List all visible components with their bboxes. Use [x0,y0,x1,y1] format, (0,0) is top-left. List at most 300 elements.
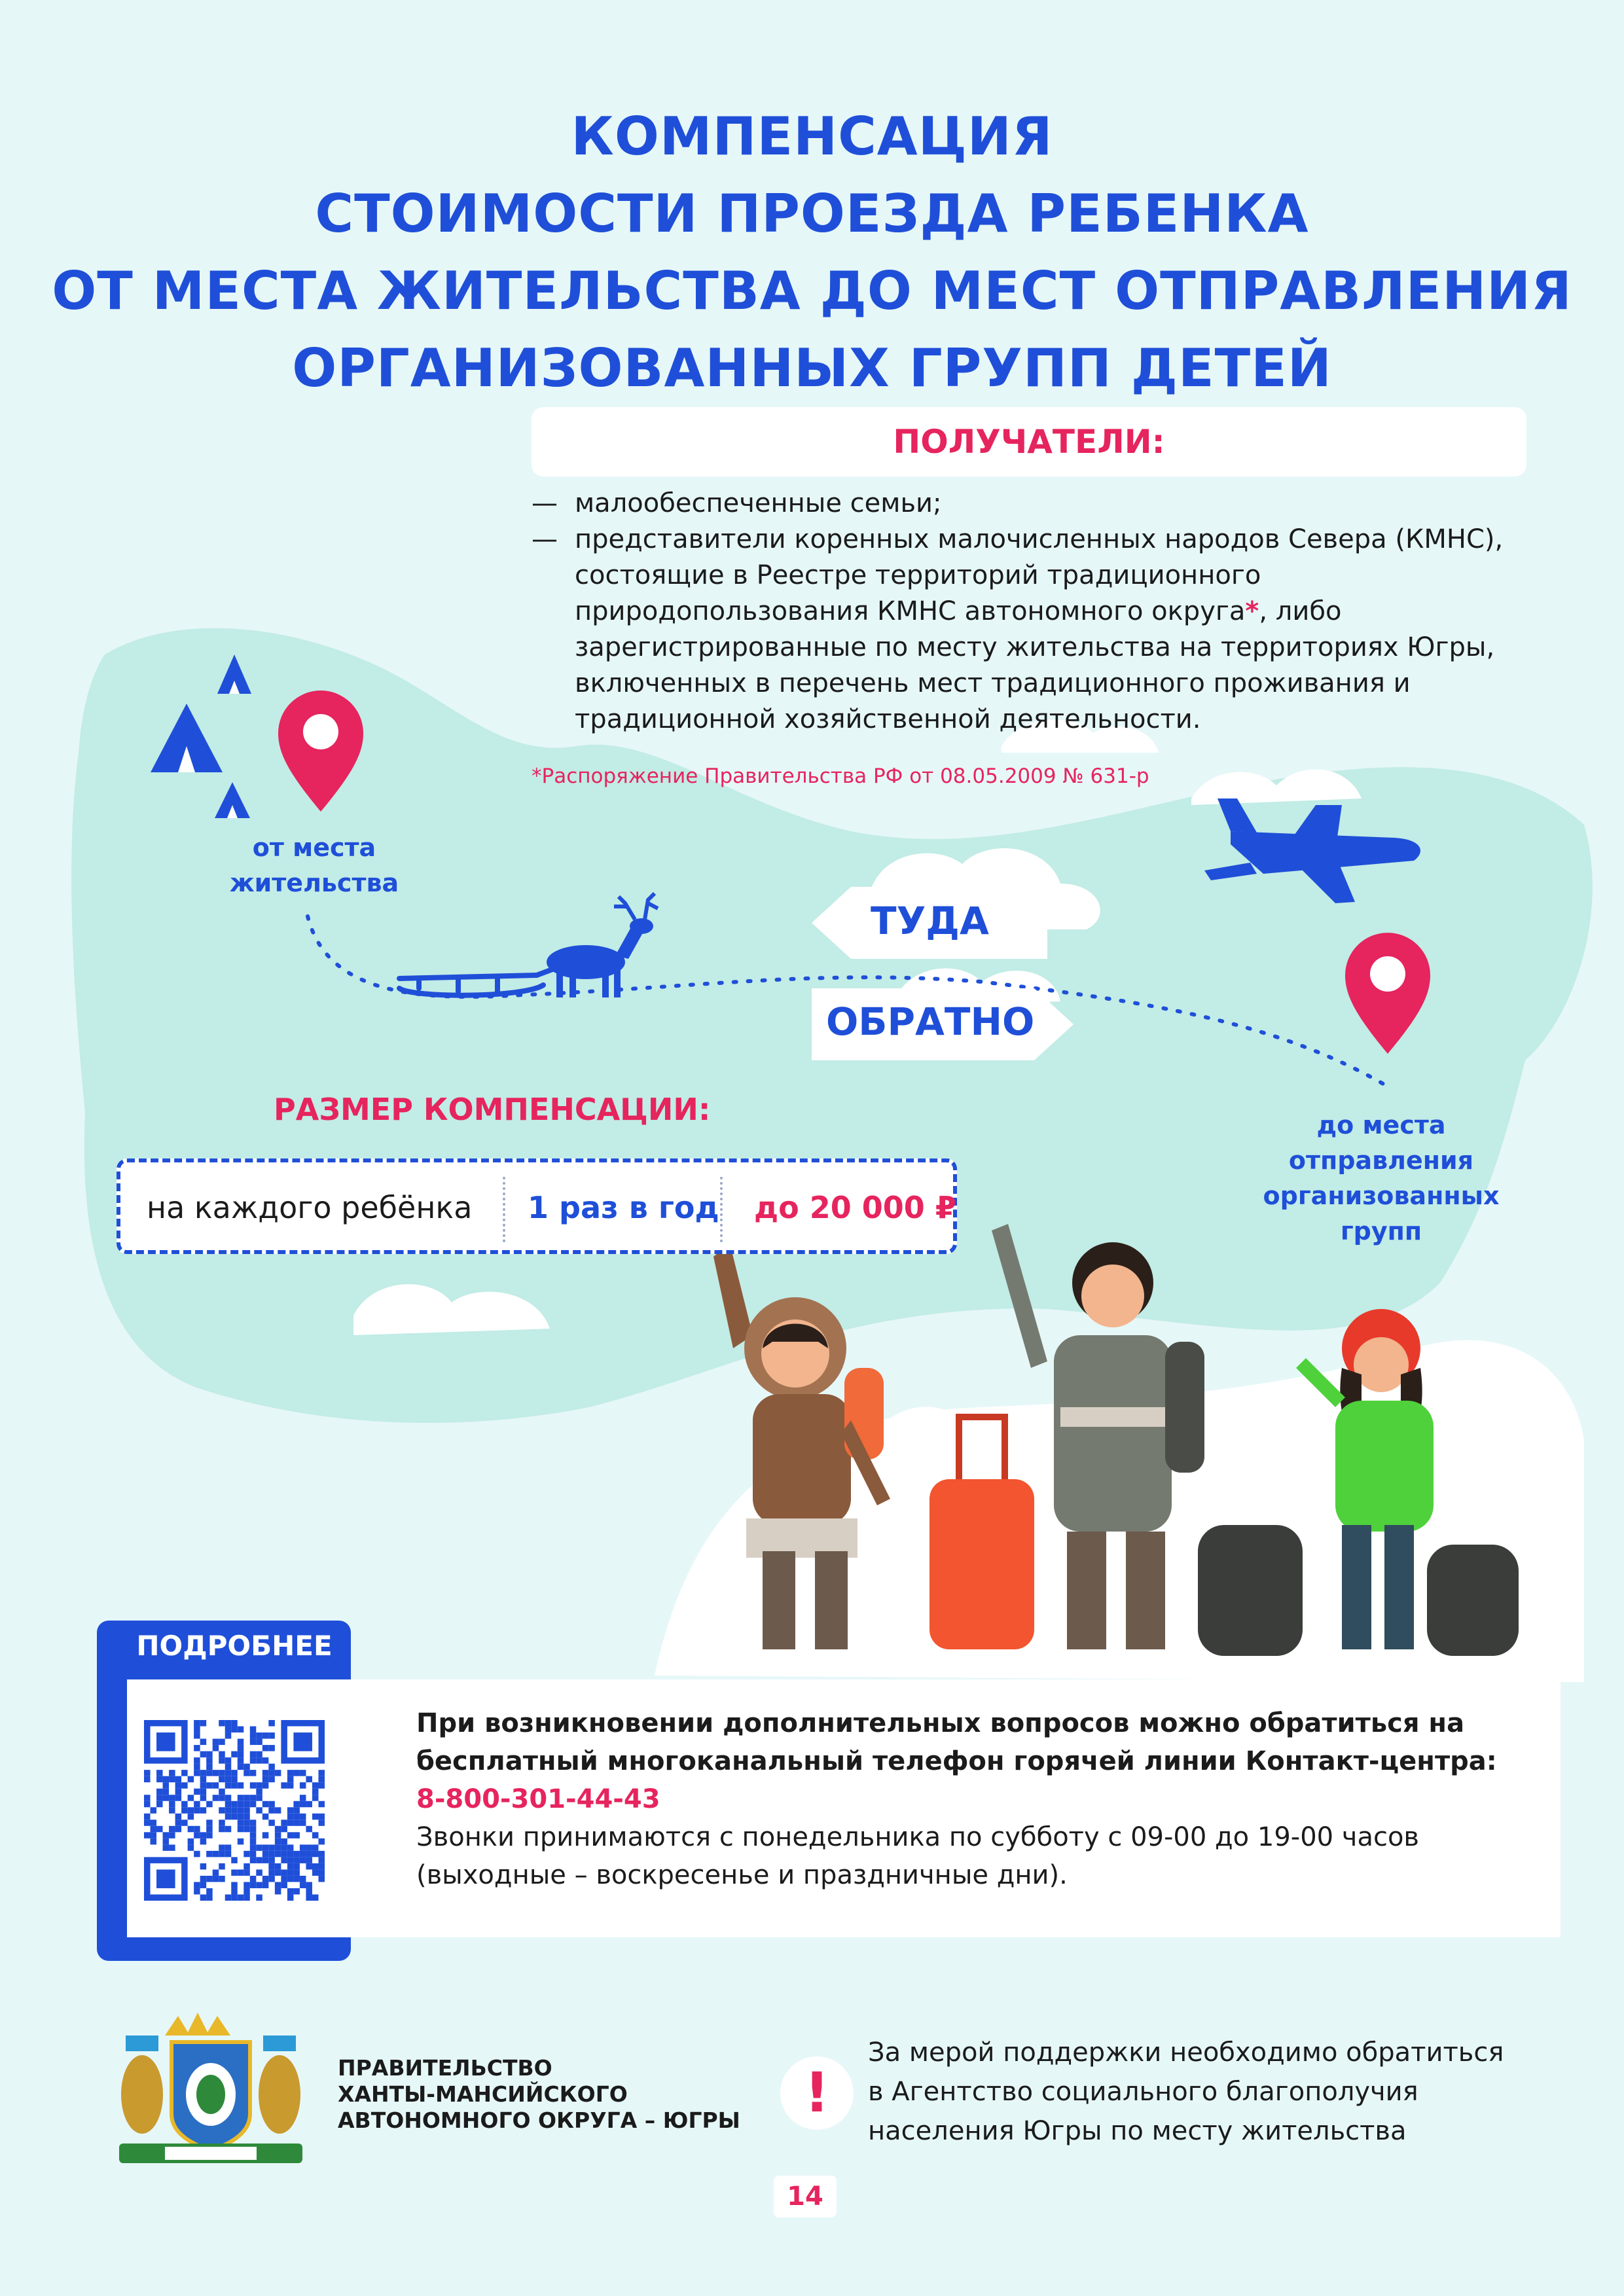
qr-module [213,1851,219,1857]
qr-module [318,1869,325,1876]
qr-module [219,1739,225,1746]
qr-module [287,1807,294,1814]
qr-module [244,1882,250,1888]
qr-module [206,1770,213,1776]
qr-module [293,1851,300,1857]
contact-line: бесплатный многоканальный телефон горячей линии Контакт-центра: [416,1746,1497,1776]
qr-module [262,1801,269,1808]
qr-module [275,1826,281,1833]
qr-module [250,1795,257,1801]
qr-module [175,1789,182,1795]
qr-module [194,1826,200,1833]
qr-module [287,1851,294,1857]
support-notice [868,2033,1504,2151]
to-label-line: до места [1316,1111,1446,1139]
qr-module [225,1770,232,1776]
qr-module [200,1720,207,1727]
qr-module [175,1782,182,1789]
qr-module [238,1826,244,1833]
qr-module [175,1776,182,1783]
qr-module [206,1782,213,1789]
government-name-line: АВТОНОМНОГО ОКРУГА – ЮГРЫ [338,2108,740,2133]
list-item-text [575,522,1553,738]
qr-module [281,1869,287,1876]
qr-module [306,1826,312,1833]
qr-module [163,1789,170,1795]
qr-module [281,1844,287,1851]
qr-module [244,1869,250,1876]
qr-module [219,1757,225,1764]
qr-module [213,1795,219,1801]
qr-module [238,1757,244,1764]
qr-module [287,1876,294,1882]
qr-module [225,1807,232,1814]
qr-module [281,1857,287,1863]
footnote-marker: * [1245,596,1259,626]
qr-module [231,1882,238,1888]
qr-module [169,1795,175,1801]
compensation-per: на каждого ребёнка [147,1190,473,1225]
qr-module [244,1826,250,1833]
qr-module [231,1869,238,1876]
qr-module [219,1776,225,1783]
qr-module [262,1745,269,1751]
compensation-box [117,1158,957,1254]
coat-of-arms-logo [113,2009,309,2173]
qr-module [300,1857,306,1863]
warning-mark: ! [804,2060,830,2125]
qr-module [281,1826,287,1833]
divider [720,1177,723,1242]
qr-module [219,1770,225,1776]
qr-module [144,1795,151,1801]
list-item-text-part: , либо зарегистрированные по месту жительства на территориях Югры, включенных в перечень мест традиционного проживания и традиционной хозяйственной деятельности. [575,596,1495,734]
qr-module [231,1770,238,1776]
qr-module [231,1776,238,1783]
government-name-line: ХАНТЫ-МАНСИЙСКОГО [338,2081,628,2107]
qr-module [238,1727,244,1733]
qr-module [169,1770,175,1776]
qr-module [256,1757,262,1764]
title-line: КОМПЕНСАЦИЯ [571,106,1053,167]
qr-module [200,1782,207,1789]
from-label-line: от места [252,833,376,862]
qr-module [312,1894,319,1901]
qr-module [256,1807,262,1814]
qr-module [306,1851,312,1857]
from-label-line: жительства [229,869,399,897]
compensation-amount: до 20 000 ₽ [754,1190,956,1225]
qr-module [250,1851,257,1857]
title-line: СТОИМОСТИ ПРОЕЗДА РЕБЕНКА [315,183,1309,244]
qr-module [300,1795,306,1801]
qr-module [281,1820,287,1826]
qr-module [169,1844,175,1851]
qr-module [275,1863,281,1870]
qr-code[interactable] [144,1720,325,1901]
qr-module [256,1739,262,1746]
qr-module [312,1795,319,1801]
qr-module [206,1894,213,1901]
qr-module [250,1832,257,1839]
qr-module [206,1751,213,1758]
qr-module [275,1851,281,1857]
qr-module [293,1876,300,1882]
qr-module [250,1782,257,1789]
support-line: в Агентство социального благополучия [868,2077,1418,2107]
qr-module [293,1801,300,1808]
qr-module [206,1851,213,1857]
qr-module [262,1857,269,1863]
hotline-phone[interactable]: 8-800-301-44-43 [416,1784,660,1814]
qr-module [231,1782,238,1789]
qr-module [244,1820,250,1826]
qr-module [244,1851,250,1857]
qr-module [250,1727,257,1733]
qr-module [225,1732,232,1739]
qr-module [231,1751,238,1758]
qr-module [250,1801,257,1808]
qr-module [250,1844,257,1851]
qr-module [156,1869,175,1888]
qr-module [306,1801,312,1808]
page-number: 14 [774,2176,837,2217]
qr-module [144,1820,151,1826]
qr-module [262,1732,269,1739]
qr-module [256,1869,262,1876]
qr-module [268,1720,275,1727]
qr-module [188,1826,194,1833]
qr-module [219,1720,225,1727]
qr-module [144,1832,151,1839]
qr-module [312,1844,319,1851]
qr-module [200,1832,207,1839]
to-label-line: организованных [1263,1181,1500,1210]
qr-module [268,1863,275,1870]
qr-module [306,1844,312,1851]
qr-module [250,1820,257,1826]
qr-module [213,1876,219,1882]
qr-module [293,1869,300,1876]
qr-module [268,1851,275,1857]
qr-module [275,1770,281,1776]
qr-module [156,1732,175,1751]
qr-module [262,1776,269,1783]
qr-module [312,1782,319,1789]
qr-module [219,1876,225,1882]
qr-module [156,1770,163,1776]
qr-module [287,1770,294,1776]
qr-module [262,1876,269,1882]
qr-module [144,1776,151,1783]
qr-module [206,1832,213,1839]
qr-module [231,1814,238,1820]
qr-module [156,1826,163,1833]
qr-module [225,1844,232,1851]
contact-line: При возникновении дополнительных вопросов можно обратиться на [416,1708,1465,1738]
qr-module [287,1844,294,1851]
qr-module [244,1795,250,1801]
qr-module [300,1782,306,1789]
qr-module [268,1745,275,1751]
qr-module [188,1776,194,1783]
qr-module [287,1894,294,1901]
qr-module [256,1732,262,1739]
qr-module [200,1776,207,1783]
qr-module [181,1782,188,1789]
qr-module [250,1757,257,1764]
qr-module [169,1801,175,1808]
qr-module [275,1882,281,1888]
qr-module [219,1826,225,1833]
qr-module [287,1832,294,1839]
qr-module [244,1814,250,1820]
qr-module [318,1801,325,1808]
qr-module [225,1795,232,1801]
qr-module [306,1888,312,1895]
qr-module [287,1782,294,1789]
qr-module [206,1820,213,1826]
qr-module [250,1739,257,1746]
qr-module [250,1876,257,1882]
qr-module [275,1888,281,1895]
support-line: населения Югры по месту жительства [868,2116,1407,2146]
qr-module [312,1789,319,1795]
qr-module [231,1801,238,1808]
qr-module [200,1882,207,1888]
list-item [532,486,1553,522]
qr-module [275,1832,281,1839]
recipients-header: ПОЛУЧАТЕЛИ: [893,423,1165,461]
qr-module [238,1839,244,1845]
qr-module [181,1770,188,1776]
qr-module [151,1820,157,1826]
qr-module [256,1857,262,1863]
qr-module [281,1782,287,1789]
qr-module [213,1745,219,1751]
qr-module [206,1801,213,1808]
qr-module [244,1807,250,1814]
qr-module [219,1863,225,1870]
qr-module [225,1720,232,1727]
qr-module [300,1770,306,1776]
qr-module [268,1764,275,1770]
compensation-header: РАЗМЕР КОМПЕНСАЦИИ: [274,1092,711,1127]
qr-module [225,1826,232,1833]
qr-module [194,1801,200,1808]
to-label [1244,1107,1519,1249]
qr-module [306,1857,312,1863]
qr-module [163,1839,170,1845]
contact-line: Звонки принимаются с понедельника по субботу с 09-00 до 19-00 часов [416,1822,1419,1852]
qr-module [268,1807,275,1814]
qr-module [293,1863,300,1870]
qr-module [318,1851,325,1857]
qr-module [250,1857,257,1863]
qr-module [175,1826,182,1833]
qr-module [225,1757,232,1764]
qr-module [238,1739,244,1746]
qr-module [181,1801,188,1808]
qr-module [281,1882,287,1888]
qr-module [287,1776,294,1783]
qr-module [262,1882,269,1888]
qr-module [163,1795,170,1801]
to-label-line: отправления [1288,1146,1474,1175]
government-name-line: ПРАВИТЕЛЬСТВО [338,2055,552,2081]
qr-module [250,1826,257,1833]
qr-module [188,1795,194,1801]
qr-module [256,1894,262,1901]
qr-module [256,1882,262,1888]
qr-module [268,1857,275,1863]
qr-module [238,1745,244,1751]
qr-module [287,1820,294,1826]
qr-module [169,1807,175,1814]
qr-module [151,1807,157,1814]
qr-module [300,1801,306,1808]
qr-module [200,1751,207,1758]
qr-module [318,1876,325,1882]
qr-module [306,1882,312,1888]
qr-module [200,1789,207,1795]
qr-module [194,1882,200,1888]
qr-module [238,1869,244,1876]
qr-module [194,1757,200,1764]
qr-module [293,1857,300,1863]
qr-module [194,1720,200,1727]
qr-module [231,1857,238,1863]
qr-module [287,1857,294,1863]
qr-module [225,1764,232,1770]
qr-module [250,1751,257,1758]
qr-module [312,1851,319,1857]
qr-module [256,1782,262,1789]
qr-module [262,1814,269,1820]
qr-module [238,1764,244,1770]
qr-module [163,1782,170,1789]
from-label [216,830,412,901]
qr-module [175,1814,182,1820]
qr-module [238,1795,244,1801]
qr-module [293,1814,300,1820]
list-item [532,522,1553,738]
qr-module [293,1807,300,1814]
qr-module [275,1807,281,1814]
qr-module [181,1820,188,1826]
list-dash: — [532,524,558,554]
qr-module [163,1832,170,1839]
qr-module [194,1732,200,1739]
qr-module [268,1876,275,1882]
qr-module [287,1863,294,1870]
qr-module [156,1789,163,1795]
qr-module [144,1801,151,1808]
qr-module [306,1863,312,1870]
qr-module [238,1894,244,1901]
qr-module [225,1727,232,1733]
qr-module [256,1789,262,1795]
qr-module [262,1770,269,1776]
qr-module [268,1801,275,1808]
qr-module [231,1727,238,1733]
qr-module [200,1739,207,1746]
qr-module [156,1801,163,1808]
qr-module [306,1894,312,1901]
qr-module [225,1801,232,1808]
qr-module [225,1814,232,1820]
qr-module [238,1807,244,1814]
qr-module [206,1888,213,1895]
qr-module [238,1801,244,1808]
title-line: ОТ МЕСТА ЖИТЕЛЬСТВА ДО МЕСТ ОТПРАВЛЕНИЯ [52,260,1572,321]
qr-module [244,1770,250,1776]
qr-module [144,1814,151,1820]
qr-module [250,1770,257,1776]
qr-module [262,1851,269,1857]
qr-module [256,1795,262,1801]
qr-module [194,1745,200,1751]
qr-module [238,1751,244,1758]
qr-module [250,1732,257,1739]
qr-module [293,1888,300,1895]
more-label: ПОДРОБНЕЕ [136,1630,333,1662]
qr-module [318,1857,325,1863]
qr-module [318,1820,325,1826]
qr-module [225,1776,232,1783]
qr-module [238,1782,244,1789]
qr-module [256,1844,262,1851]
qr-module [262,1782,269,1789]
qr-module [200,1839,207,1845]
qr-module [268,1776,275,1783]
qr-module [287,1888,294,1895]
qr-module [156,1776,163,1783]
qr-module [318,1782,325,1789]
divider [503,1177,505,1242]
qr-module [293,1820,300,1826]
qr-module [151,1826,157,1833]
qr-module [225,1894,232,1901]
list-dash: — [532,488,558,518]
recipients-list [532,486,1553,738]
qr-module [293,1732,312,1751]
qr-module [312,1869,319,1876]
qr-module [175,1820,182,1826]
qr-module [213,1869,219,1876]
qr-module [219,1844,225,1851]
qr-module [231,1807,238,1814]
qr-module [156,1795,163,1801]
qr-module [318,1776,325,1783]
qr-module [219,1820,225,1826]
qr-module [231,1888,238,1895]
qr-module [206,1757,213,1764]
qr-module [200,1863,207,1870]
qr-module [268,1869,275,1876]
qr-module [268,1820,275,1826]
qr-module [281,1839,287,1845]
qr-module [213,1782,219,1789]
qr-module [306,1776,312,1783]
qr-module [268,1844,275,1851]
qr-module [219,1751,225,1758]
qr-module [194,1851,200,1857]
qr-module [225,1782,232,1789]
support-line: За мерой поддержки необходимо обратиться [868,2037,1504,2068]
qr-module [200,1876,207,1882]
qr-module [231,1720,238,1727]
